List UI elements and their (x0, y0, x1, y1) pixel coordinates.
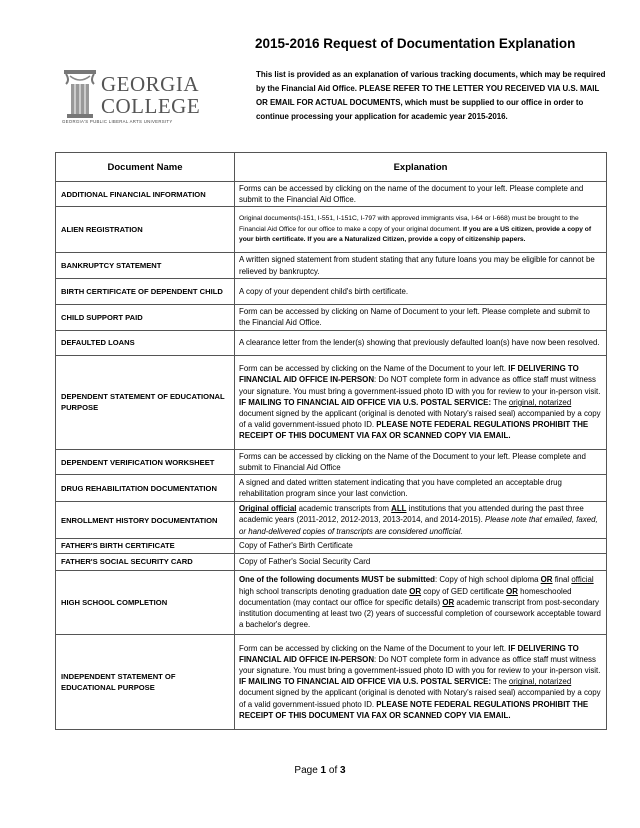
or-keyword: OR (506, 586, 518, 596)
explanation-underlined-text: original, notarized (508, 397, 572, 407)
page-title: 2015-2016 Request of Documentation Explanation (255, 36, 576, 51)
table-row (56, 355, 607, 449)
explanation-bold-text: IF DELIVERING TO FINANCIAL AID OFFICE IN-PERSON (239, 643, 579, 664)
document-name-link[interactable]: FATHER'S SOCIAL SECURITY CARD (56, 553, 235, 570)
explanation-bold-text: PLEASE NOTE FEDERAL REGULATIONS PROHIBIT THE RECEIPT OF THIS DOCUMENT VIA FAX OR SCANNED COPY VIA EMAIL. (239, 699, 589, 720)
explanation-cell: A clearance letter from the lender(s) showing that previously defaulted loan(s) have now been resolved. (235, 330, 607, 355)
explanation-bold-text: IF MAILING TO FINANCIAL AID OFFICE VIA U.S. POSTAL SERVICE: (239, 397, 492, 407)
page-footer (0, 765, 640, 776)
logo-word-college: COLLEGE (101, 94, 201, 118)
explanation-cell: Forms can be accessed by clicking on the Name of the Document to your left. Please complete and submit to Financial Aid Office (235, 449, 607, 474)
column-header-explanation: Explanation (235, 153, 607, 182)
document-name-link[interactable]: CHILD SUPPORT PAID (56, 304, 235, 330)
explanation-text: Form can be accessed by clicking on the Name of the Document to your left. (239, 643, 509, 653)
document-name-link[interactable]: BIRTH CERTIFICATE OF DEPENDENT CHILD (56, 278, 235, 304)
explanation-text: : Copy of high school diploma (434, 575, 541, 585)
explanation-text: academic transcripts from (296, 504, 392, 514)
explanation-text: copy of GED certificate (421, 586, 507, 596)
document-name-link[interactable]: DEFAULTED LOANS (56, 330, 235, 355)
explanation-bold-text: IF DELIVERING TO FINANCIAL AID OFFICE IN-PERSON (239, 364, 579, 385)
documentation-table (55, 152, 607, 730)
explanation-text: The (491, 677, 509, 687)
document-name-link[interactable]: FATHER'S BIRTH CERTIFICATE (56, 538, 235, 553)
table-header-row (56, 153, 607, 182)
table-row (56, 278, 607, 304)
column-icon (62, 68, 98, 120)
page-total: 3 (340, 765, 346, 776)
or-keyword: OR (442, 597, 455, 607)
explanation-text: homeschooled documentation (may contact our office for specific details) (239, 586, 572, 607)
logo-word-georgia: GEORGIA (101, 72, 199, 96)
table-row (56, 553, 607, 570)
explanation-text: : Do NOT complete form in advance as office staff must witness your signature. You must bring a government-issued photo ID with you for review to your in-person visit. (239, 375, 601, 396)
page-of: of (326, 765, 341, 776)
document-name-link[interactable]: DEPENDENT VERIFICATION WORKSHEET (56, 449, 235, 474)
document-name-link[interactable]: DEPENDENT STATEMENT OF EDUCATIONAL PURPOSE (56, 355, 235, 449)
table-row (56, 634, 607, 729)
column-header-document-name: Document Name (56, 153, 235, 182)
explanation-cell: Copy of Father's Social Security Card (235, 553, 607, 570)
table-row (56, 475, 607, 502)
explanation-cell (235, 355, 607, 449)
table-row (56, 570, 607, 634)
explanation-text: Original documents(I-151, I-551, I-151C, I-797 with approved immigrants visa, I-64 or I-668) must be brought to the Financial Aid Office for our office to make a copy of your original document. (239, 215, 579, 233)
table-row (56, 502, 607, 539)
explanation-cell (235, 634, 607, 729)
table-row (56, 538, 607, 553)
explanation-text: document signed by the applicant (original is denoted with Notary's raised seal) accompanied by a copy of a valid government-issued photo ID. (239, 688, 601, 709)
page-number: 1 (320, 765, 327, 776)
explanation-text: final (552, 575, 572, 585)
explanation-text: Form can be accessed by clicking on the Name of the Document to your left. (239, 364, 509, 374)
explanation-underlined-text: original, notarized (508, 677, 572, 687)
explanation-underlined-text: official (571, 575, 594, 585)
table-row (56, 182, 607, 207)
explanation-text: document signed by the applicant (original is denoted with Notary's raised seal) accompanied by a copy of a valid government-issued photo ID. (239, 408, 601, 430)
explanation-cell (235, 570, 607, 634)
document-name-link[interactable]: INDEPENDENT STATEMENT OF EDUCATIONAL PURPOSE (56, 634, 235, 729)
explanation-cell: A signed and dated written statement indicating that you have completed an acceptable drug rehabilitation program since your last conviction. (235, 475, 607, 502)
explanation-bold-underlined-text: ALL (391, 504, 407, 514)
table-row (56, 330, 607, 355)
explanation-cell (235, 207, 607, 253)
explanation-text: high school transcripts denoting graduation date (239, 586, 410, 596)
explanation-bold-text: PLEASE NOTE FEDERAL REGULATIONS PROHIBIT THE RECEIPT OF THIS DOCUMENT VIA FAX OR SCANNED COPY VIA EMAIL. (239, 420, 589, 441)
logo-tagline: GEORGIA'S PUBLIC LIBERAL ARTS UNIVERSITY (62, 119, 173, 124)
or-keyword: OR (540, 575, 553, 585)
document-name-link[interactable]: ALIEN REGISTRATION (56, 207, 235, 253)
college-logo (62, 66, 212, 130)
table-row (56, 449, 607, 474)
explanation-cell: Form can be accessed by clicking on Name of Document to your left. Please complete and submit to the Financial Aid Office. (235, 304, 607, 330)
document-name-link[interactable]: HIGH SCHOOL COMPLETION (56, 570, 235, 634)
explanation-cell: A written signed statement from student stating that any future loans you may be eligible for cannot be relieved by bankruptcy. (235, 253, 607, 278)
explanation-bold-text: If you are a US citizen, provide a copy of your birth certificate. If you are a Naturalized Citizen, provide a copy of citizenship papers. (239, 225, 592, 244)
explanation-cell: Copy of Father's Birth Certificate (235, 538, 607, 553)
explanation-cell: A copy of your dependent child's birth certificate. (235, 278, 607, 304)
explanation-italic-text: Please note that emailed, faxed, or hand-delivered copies of transcripts are considered unofficial. (239, 515, 598, 536)
or-keyword: OR (409, 586, 422, 596)
explanation-text: institutions that you attended during the past three academic years (2011-2012, 2012-2013, 2013-2014, and 2014-2015). (239, 504, 584, 525)
table-row (56, 253, 607, 278)
explanation-cell: Forms can be accessed by clicking on the name of the document to your left. Please complete and submit to the Financial Aid Office. (235, 182, 607, 207)
explanation-cell (235, 502, 607, 539)
table-row (56, 207, 607, 253)
explanation-bold-text: One of the following documents MUST be submitted (239, 575, 435, 585)
explanation-bold-underlined-text: Original official (239, 504, 297, 514)
explanation-text: The (491, 397, 509, 407)
document-name-link[interactable]: ENROLLMENT HISTORY DOCUMENTATION (56, 502, 235, 539)
page-prefix: Page (294, 765, 321, 776)
table-row (56, 304, 607, 330)
explanation-text: academic transcript from post-secondary institution documenting at least two (2) years of successful completion of coursework acceptable toward a bachelor's degree. (239, 597, 601, 630)
document-name-link[interactable]: ADDITIONAL FINANCIAL INFORMATION (56, 182, 235, 207)
document-name-link[interactable]: DRUG REHABILITATION DOCUMENTATION (56, 475, 235, 502)
explanation-text: : Do NOT complete form in advance as office staff must witness your signature. You must bring a government-issued photo ID with you for review to your in-person visit. (239, 654, 601, 676)
document-name-link[interactable]: BANKRUPTCY STATEMENT (56, 253, 235, 278)
explanation-bold-text: IF MAILING TO FINANCIAL AID OFFICE VIA U.S. POSTAL SERVICE: (239, 677, 492, 687)
intro-paragraph: This list is provided as an explanation of various tracking documents, which may be required by the Financial Aid Office. PLEASE REFER TO THE LETTER YOU RECEIVED VIA U.S. MAIL OR EMAIL FOR ACTUAL DOCUMENTS, which must be supplied to our office in order to continue processing your application for academic year 2015-2016. (256, 70, 606, 121)
